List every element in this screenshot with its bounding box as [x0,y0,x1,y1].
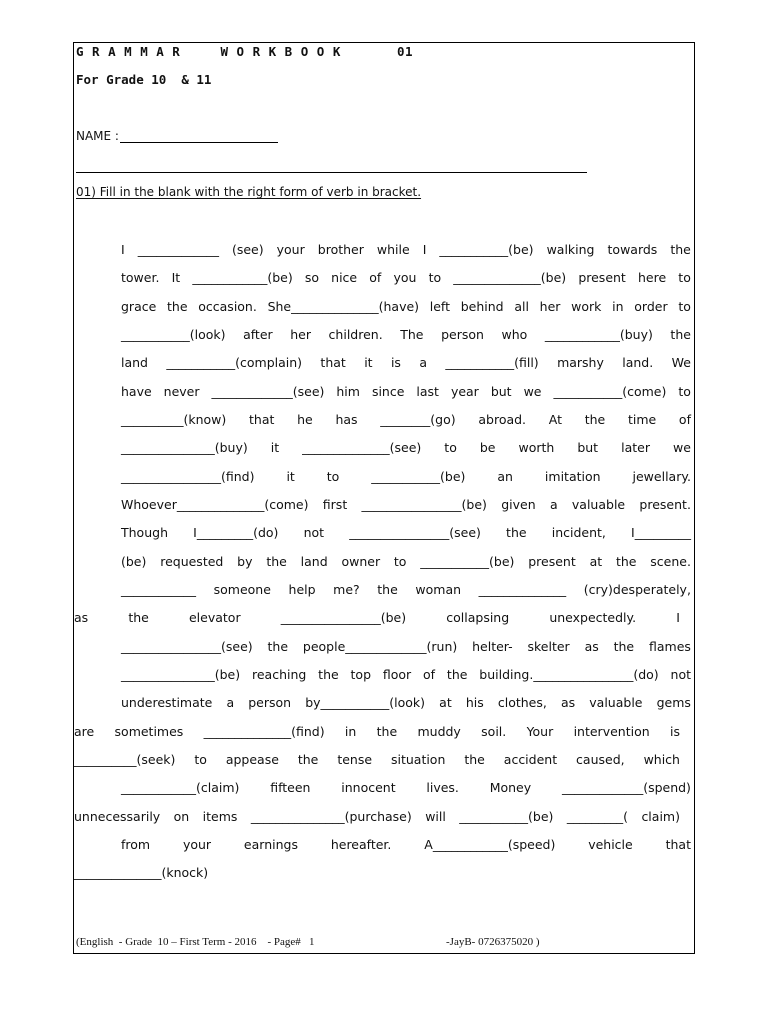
page-footer [76,936,676,948]
word: the [615,554,637,569]
word: hereafter. [330,837,392,852]
word: never [163,384,200,399]
word: your [276,242,305,257]
word: me? [333,582,360,597]
word: present [578,270,626,285]
word: valuable [571,497,626,512]
word: ______________(find) [203,724,325,739]
word: land. [622,355,654,370]
exercise-line [121,469,691,484]
word: We [671,355,691,370]
exercise-line [121,299,691,314]
word: abroad. [478,412,527,427]
name-row [76,129,278,143]
word: ________________(see) [349,525,481,540]
word: ___________(be) [371,469,466,484]
word: ___________(look) [121,327,226,342]
name-label: NAME : [76,129,119,143]
word: order [634,299,668,314]
question-instruction: 01) Fill in the blank with the right form of verb in bracket. [76,185,422,199]
word: tense [337,752,373,767]
word: work [571,299,602,314]
word: from [121,837,151,852]
word: (be) [121,554,147,569]
word: Money [489,780,532,795]
exercise-line [121,582,691,597]
word: it [364,355,373,370]
word: the [613,639,635,654]
word: nice [331,270,358,285]
exercise-line [74,752,680,767]
word: land [300,554,328,569]
word: ______________ [478,582,567,597]
word: a [226,695,235,710]
word: in [612,299,624,314]
exercise-line [121,327,691,342]
word: ________________(be) [361,497,487,512]
word: A____________(speed) [424,837,556,852]
word: intervention [573,724,650,739]
word: last [416,384,439,399]
word: present. [639,497,691,512]
word: his [465,695,484,710]
word: it [286,469,295,484]
exercise-line [121,695,691,710]
separator-line [76,172,587,173]
word: be [479,440,496,455]
word: ______________(be) [453,270,567,285]
word: ___________(be) [459,809,554,824]
word: we [672,440,691,455]
word: floor [382,667,412,682]
word: while [376,242,410,257]
exercise-line [121,355,691,370]
word: ____________ [121,582,196,597]
word: sometimes [114,724,184,739]
word: him [336,384,360,399]
word: who [501,327,528,342]
word: caused, [576,752,625,767]
word: _____________ [137,242,219,257]
exercise-line [121,440,691,455]
word: help [288,582,316,597]
word: ________________(be) [280,610,407,625]
word: an [497,469,513,484]
word: the [318,667,339,682]
word: owner [341,554,381,569]
word: requested [160,554,224,569]
word: claim) [641,809,680,824]
footer-author-contact: -JayB- 0726375020 ) [446,936,540,948]
word: _________( [566,809,628,824]
footer-course-info: (English - Grade 10 – First Term - 2016 - Page# 1 [76,936,315,948]
word: ________________(find) [121,469,255,484]
name-blank [120,130,278,143]
word: the [376,724,398,739]
word: the [266,554,287,569]
word: brother [317,242,364,257]
word: to [678,384,691,399]
word: children. [328,327,383,342]
word: that [665,837,691,852]
word: unexpectedly. [549,610,637,625]
exercise-line [121,525,691,540]
word: towards [607,242,658,257]
word: time [627,412,657,427]
word: skelter [527,639,570,654]
word: reaching [251,667,307,682]
word: the [297,752,319,767]
word: soil. [481,724,507,739]
word: person [441,327,484,342]
word: at [439,695,452,710]
word: ____________(be) [192,270,293,285]
word: imitation [544,469,601,484]
word: person [248,695,292,710]
word: of [423,667,436,682]
word: the [167,299,188,314]
exercise-line [121,270,691,285]
word: not [670,667,691,682]
word: is [669,724,680,739]
word: ___________(be) [420,554,515,569]
word: her [290,327,311,342]
word: to [194,752,207,767]
word: jewellary. [632,469,691,484]
word: innocent [341,780,396,795]
word: you [393,270,417,285]
word: to [678,299,691,314]
word: walking [546,242,595,257]
word: Your [526,724,554,739]
word: underestimate [121,695,213,710]
word: the [670,242,691,257]
word: behind [460,299,504,314]
word: Though [121,525,168,540]
exercise-line [121,242,691,257]
word: fifteen [270,780,311,795]
word: ________(go) [380,412,456,427]
word: I_________(do) [193,525,279,540]
word: to [428,270,442,285]
word: (cry)desperately, [583,582,691,597]
word: first [322,497,348,512]
word: which [643,752,680,767]
word: grace [121,299,157,314]
word: _______________(be) [121,667,241,682]
word: since [371,384,405,399]
word: _____________(see) [211,384,325,399]
word: that [320,355,346,370]
word: that [249,412,275,427]
word: _______________(purchase) [250,809,412,824]
word: it [270,440,280,455]
word: worth [518,440,555,455]
word: ________________(see) [121,639,253,654]
word: items [202,809,238,824]
word: the [584,412,606,427]
exercise-line: ______________(knock) [74,865,209,880]
word: people_____________(run) [302,639,458,654]
word: _____________(spend) [561,780,691,795]
word: (see) [231,242,264,257]
word: is [390,355,401,370]
word: as [560,695,576,710]
word: unnecessarily [74,809,161,824]
word: Whoever______________(come) [121,497,309,512]
word: __________(know) [121,412,227,427]
exercise-line [74,809,680,824]
word: as [74,610,89,625]
word: to [326,469,340,484]
word: left [429,299,451,314]
word: someone [213,582,271,597]
word: a [419,355,427,370]
word: __________(seek) [74,752,176,767]
word: the [464,752,485,767]
word: to [393,554,407,569]
word: after [243,327,273,342]
exercise-line [121,384,691,399]
word: we [523,384,542,399]
word: her [539,299,561,314]
word: given [501,497,536,512]
word: accident [503,752,558,767]
word: your [182,837,212,852]
word: lives. [426,780,459,795]
word: the [506,525,527,540]
word: to [444,440,457,455]
exercise-line [121,497,691,512]
word: collapsing [446,610,510,625]
word: clothes, [497,695,547,710]
word: marshy [557,355,604,370]
word: as [584,639,599,654]
word: building.________________(do) [479,667,659,682]
word: a [549,497,558,512]
word: ___________(come) [553,384,667,399]
word: not [303,525,325,540]
word: incident, [551,525,606,540]
word: vehicle [588,837,633,852]
word: are [74,724,95,739]
word: At [548,412,562,427]
word: I [676,610,680,625]
word: will [425,809,446,824]
worksheet-page [73,42,695,954]
word: here [637,270,667,285]
word: I_________ [631,525,691,540]
word: I [422,242,427,257]
word: woman [415,582,462,597]
word: he [297,412,313,427]
word: the [377,582,398,597]
exercise-line [121,667,691,682]
word: has [335,412,358,427]
word: have [121,384,152,399]
word: ______________(see) [302,440,422,455]
word: on [173,809,190,824]
word: It [171,270,181,285]
word: tower. [121,270,160,285]
word: top [350,667,372,682]
word: the [267,639,289,654]
word: She______________(have) [267,299,420,314]
word: valuable [589,695,643,710]
word: ____________(claim) [121,780,240,795]
word: at [589,554,603,569]
word: flames [648,639,691,654]
word: in [344,724,357,739]
word: so [304,270,320,285]
exercise-line [74,724,680,739]
word: ___________(be) [439,242,534,257]
exercise-line [121,412,691,427]
word: earnings [243,837,298,852]
word: but [490,384,512,399]
exercise-line [121,639,691,654]
word: I [121,242,125,257]
word: ___________(fill) [445,355,539,370]
word: elevator [188,610,241,625]
exercise-line [74,610,680,625]
word: ____________(buy) [544,327,653,342]
word: muddy [417,724,461,739]
word: land [121,355,148,370]
word: situation [390,752,446,767]
word: The [400,327,424,342]
word: the [128,610,149,625]
word: to [678,270,691,285]
grade-label: For Grade 10 & 11 [76,72,212,87]
word: present [528,554,576,569]
word: scene. [650,554,691,569]
word: the [446,667,468,682]
word: appease [225,752,279,767]
word: of [369,270,382,285]
word: gems [656,695,691,710]
word: later [621,440,650,455]
workbook-title: G R A M M A R W O R K B O O K 01 [76,44,414,59]
word: all [514,299,529,314]
exercise-line [121,837,691,852]
word: _______________(buy) [121,440,248,455]
word: year [450,384,479,399]
word: the [670,327,691,342]
word: of [678,412,691,427]
word: by [237,554,253,569]
word: by___________(look) [305,695,426,710]
word: but [577,440,599,455]
exercise-line [121,554,691,569]
word: ___________(complain) [166,355,303,370]
exercise-line [121,780,691,795]
word: helter- [472,639,513,654]
word: occasion. [198,299,257,314]
